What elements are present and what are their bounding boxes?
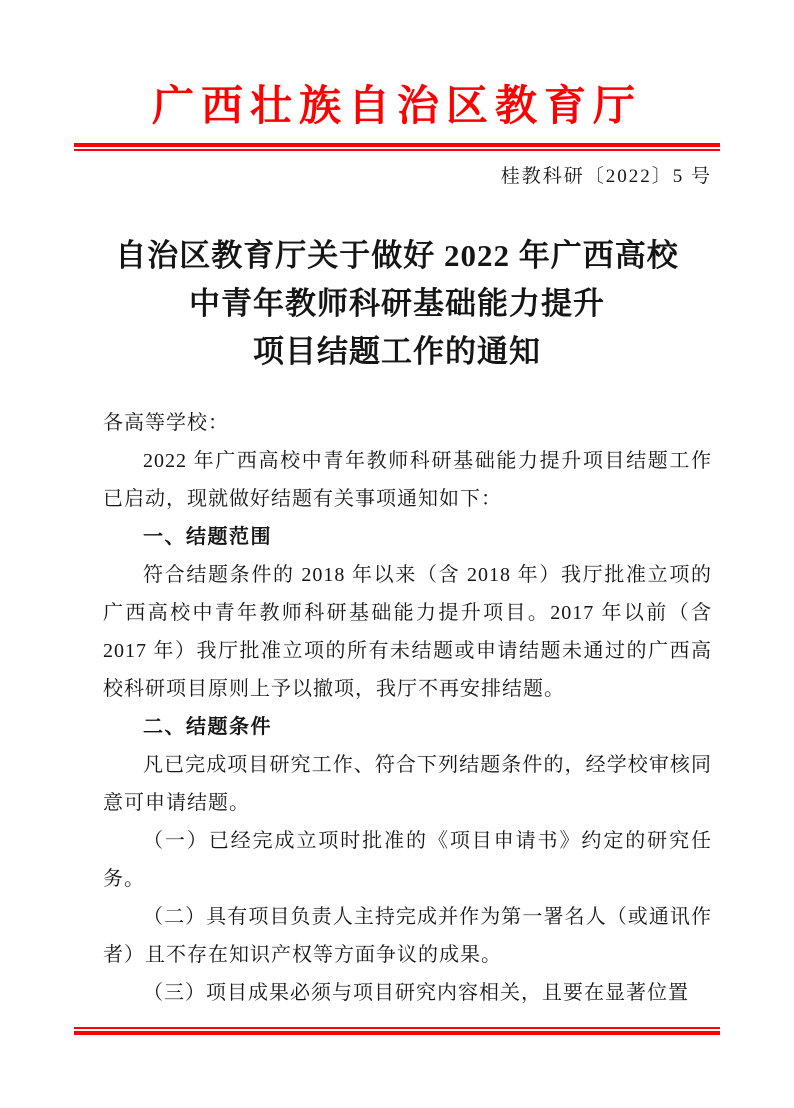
document-number: 桂教科研〔2022〕5 号 xyxy=(500,166,712,187)
document-body xyxy=(103,404,712,1012)
document-title-line-1: 自治区教育厅关于做好 2022 年广西高校 xyxy=(115,238,679,273)
document-title-line-3: 项目结题工作的通知 xyxy=(253,334,541,369)
footer-red-divider xyxy=(74,1027,720,1035)
paragraph-condition-2: （二）具有项目负责人主持完成并作为第一署名人（或通讯作者）且不存在知识产权等方面争议的成果。 xyxy=(103,906,712,966)
paragraph-condition-1: （一）已经完成立项时批准的《项目申请书》约定的研究任务。 xyxy=(103,830,712,890)
salutation: 各高等学校： xyxy=(103,412,229,434)
agency-header-title: 广西壮族自治区教育厅 xyxy=(151,84,642,130)
paragraph-intro: 2022 年广西高校中青年教师科研基础能力提升项目结题工作已启动，现就做好结题有关事项通知如下： xyxy=(103,450,712,510)
document-title xyxy=(0,232,794,376)
paragraph-scope: 符合结题条件的 2018 年以来（含 2018 年）我厅批准立项的广西高校中青年教师科研基础能力提升项目。2017 年以前（含 2017 年）我厅批准立项的所有未结题或申请结题未通过的广西高校科研项目原则上予以撤项，我厅不再安排结题。 xyxy=(103,564,712,700)
document-title-line-2: 中青年教师科研基础能力提升 xyxy=(189,286,605,321)
paragraph-condition-3: （三）项目成果必须与项目研究内容相关，且要在显著位置 xyxy=(143,982,689,1004)
paragraph-conditions-intro: 凡已完成项目研究工作、符合下列结题条件的，经学校审核同意可申请结题。 xyxy=(103,754,712,814)
section-heading-1: 一、结题范围 xyxy=(143,526,272,548)
header-red-divider xyxy=(74,143,720,151)
section-heading-2: 二、结题条件 xyxy=(143,716,272,738)
